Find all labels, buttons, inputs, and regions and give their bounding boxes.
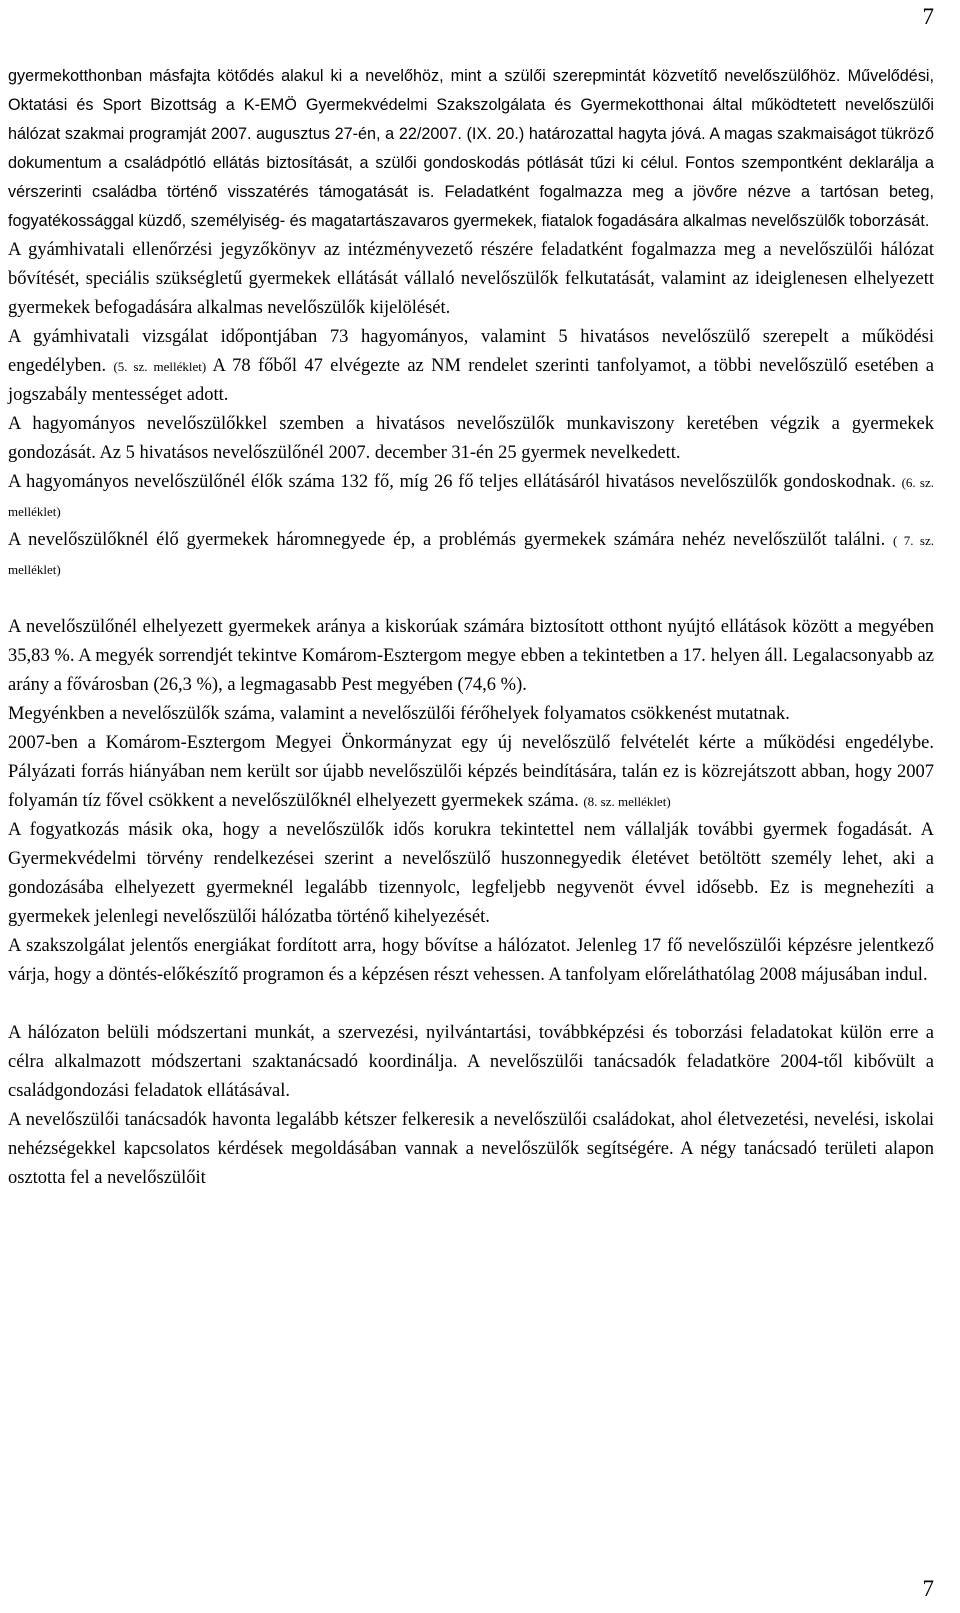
text-committee-approval: Művelődési, Oktatási és Sport Bizottság a K-EMÖ Gyermekvédelmi Szakszolgálata és Gyermekotthonai által működtetett nevelőszülői hálózat szakmai programját 2007. augusztus 27-én, a 22/2007. (IX. 20.) határozattal hagyta jóvá. <box>8 67 935 143</box>
page-number-bottom: 7 <box>922 1576 934 1601</box>
paragraph-age-limit: A fogyatkozás másik oka, hogy a nevelőszülők idős korukra tekintettel nem vállalják további gyermek fogadását. A Gyermekvédelmi törvény rendelkezései szerint a nevelőszülő huszonnegyedik életévet betöltött személy lehet, aki a gondozásába elhelyezett gyermeknél legalább tizennyolc, legfeljebb negyvenöt évvel idősebb. Ez is megnehezíti a gyermekek jelenlegi nevelőszülői hálózatba történő kihelyezését. <box>8 820 934 927</box>
annex-reference-7: ( 7. sz. melléklet) <box>8 533 934 577</box>
paragraph-foster-parent-count <box>8 323 934 410</box>
text-line-1: gyermekotthonban másfajta kötődés alakul ki a nevelőhöz, mint a szülői szerepmintát közvetítő nevelőszülőhöz. <box>8 67 841 85</box>
paragraph-gap <box>8 584 934 613</box>
paragraph-professional-foster: A hagyományos nevelőszülőkkel szemben a hivatásos nevelőszülők munkaviszony keretében végzik a gyermekek gondozását. Az 5 hivatásos nevelőszülőnél 2007. december 31-én 25 gyermek nevelkedett. <box>8 414 934 463</box>
paragraph-county-ratio: A nevelőszülőnél elhelyezett gyermekek aránya a kiskorúak számára biztosított otthont nyújtó ellátások között a megyében 35,83 %. A megyék sorrendjét tekintve Komárom-Esztergom megye ebben a tekintetben a 17. helyen áll. Legalacsonyabb az arány a fővárosban (26,3 %), a legmagasabb Pest megyében (74,6 %). <box>8 617 934 695</box>
paragraph-gap <box>8 990 934 1019</box>
text-p8a: 2007-ben a Komárom-Esztergom Megyei Önkormányzat egy új nevelőszülő felvételét kérte a működési engedélybe. Pályázati forrás hiányában nem került sor újabb nevelőszülői képzés beindítására, talán ez is közrejátszott abban, hogy 2007 folyamán tíz fővel csökkent a nevelőszülőknél elhelyezett gyermekek száma. <box>8 733 934 811</box>
text-p5a: A nevelőszülőknél élő gyermekek háromnegyede ép, a problémás gyermekek számára nehéz nevelőszülőt találni. <box>8 530 886 550</box>
page-number-top: 7 <box>922 4 934 29</box>
paragraph-block-a <box>8 62 934 236</box>
document-body <box>8 62 934 1193</box>
text-p2b: A 78 főből 47 elvégezte az NM rendelet szerinti tanfolyamot, a többi nevelőszülő esetében a jogszabály mentességet adott. <box>8 356 935 405</box>
text-p4a: A hagyományos nevelőszülőnél élők száma 132 fő, míg 26 fő teljes ellátásáról hivatásos nevelőszülők gondoskodnak. <box>8 472 896 492</box>
paragraph-methodology: A hálózaton belüli módszertani munkát, a szervezési, nyilvántartási, továbbképzési és toborzási feladatokat külön erre a célra alkalmazott módszertani szaktanácsadó koordinálja. A nevelőszülői tanácsadók feladatköre 2004-től kibővült a családgondozási feladatok ellátásával. <box>8 1023 934 1101</box>
paragraph-advisors: A nevelőszülői tanácsadók havonta legalább kétszer felkeresik a nevelőszülői családokat, ahol életvezetési, nevelési, iskolai nehézségekkel kapcsolatos kérdések megoldásában vannak a nevelőszülők segítségére. A négy tanácsadó területi alapon osztotta fel a nevelőszülőit <box>8 1110 934 1188</box>
annex-reference-6: (6. sz. melléklet) <box>8 475 935 519</box>
paragraph-children-count <box>8 468 934 526</box>
paragraph-guardianship-report: A gyámhivatali ellenőrzési jegyzőkönyv az intézményvezető részére feladatként fogalmazza meg a nevelőszülői hálózat bővítését, speciális szükségletű gyermekek ellátását vállaló nevelőszülők felkutatását, valamint az ideiglenesen elhelyezett gyermekek befogadására alkalmas nevelőszülők kijelölését. <box>8 240 934 318</box>
paragraph-decline: Megyénkben a nevelőszülők száma, valamint a nevelőszülői férőhelyek folyamatos csökkenést mutatnak. <box>8 704 790 724</box>
paragraph-children-health <box>8 526 934 584</box>
paragraph-2007-new-foster <box>8 729 934 816</box>
paragraph-network-expansion: A szakszolgálat jelentős energiákat fordított arra, hogy bővítse a hálózatot. Jelenleg 17 fő nevelőszülői képzésre jelentkező várja, hogy a döntés-előkészítő programon és a képzésen részt vehessen. A tanfolyam előreláthatólag 2008 májusában indul. <box>8 936 934 985</box>
annex-reference-8: (8. sz. melléklet) <box>583 794 671 809</box>
annex-reference-5: (5. sz. melléklet) <box>113 359 207 374</box>
text-program-goals: A magas szakmaiságot tükröző dokumentum a családpótló ellátás biztosítását, a szülői gondoskodás pótlását tűzi ki célul. Fontos szempontként deklarálja a vérszerinti családba történő visszatérés támogatását is. Feladatként fogalmazza meg a jövőre nézve a tartósan beteg, fogyatékossággal küzdő, személyiség- és magatartászavaros gyermekek, fiatalok fogadására alkalmas nevelőszülők toborzását. <box>8 125 934 230</box>
text-p2a: A gyámhivatali vizsgálat időpontjában 73 hagyományos, valamint 5 hivatásos nevelőszülő szerepelt a működési engedélyben. <box>8 327 934 376</box>
